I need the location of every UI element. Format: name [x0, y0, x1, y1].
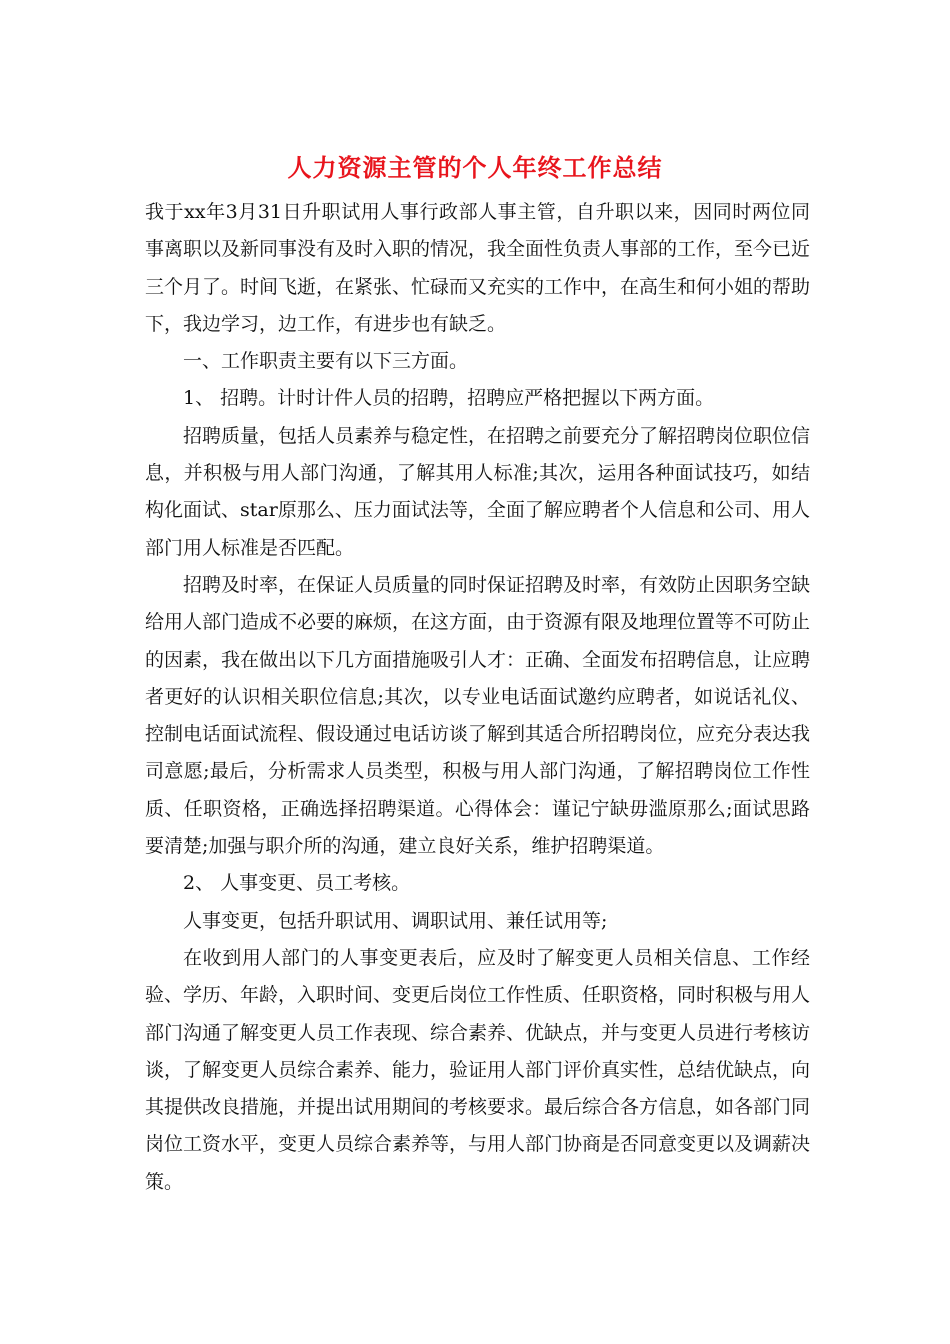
paragraph-section-heading: 一、工作职责主要有以下三方面。: [183, 350, 469, 373]
document-title: 人力资源主管的个人年终工作总结: [287, 153, 663, 182]
paragraph-personnel-change-process: 在收到用人部门的人事变更表后，应及时了解变更人员相关信息、工作经验、学历、年龄，入职时间、变更后岗位工作性质、任职资格，同时积极与用人部门沟通了解变更人员工作表现、综合素养、优缺点，并与变更人员进行考核访谈，了解变更人员综合素养、能力，验证用人部门评价真实性，总结优缺点，向其提供改良措施，并提出试用期间的考核要求。最后综合各方信息，如各部门同岗位工资水平，变更人员综合素养等，与用人部门协商是否同意变更以及调薪决策。: [145, 946, 811, 1193]
document-body: [145, 194, 810, 1201]
paragraph-recruitment-timeliness: 招聘及时率，在保证人员质量的同时保证招聘及时率，有效防止因职务空缺给用人部门造成不必要的麻烦，在这方面，由于资源有限及地理位置等不可防止的因素，我在做出以下几方面措施吸引人才：正确、全面发布招聘信息，让应聘者更好的认识相关职位信息;其次，以专业电话面试邀约应聘者，如说话礼仪、控制电话面试流程、假设通过电话访谈了解到其适合所招聘岗位，应充分表达我司意愿;最后，分析需求人员类型，积极与用人部门沟通，了解招聘岗位工作性质、任职资格，正确选择招聘渠道。心得体会：谨记宁缺毋滥原那么;面试思路要清楚;加强与职介所的沟通，建立良好关系，维护招聘渠道。: [145, 573, 811, 858]
paragraph-intro: 我于xx年3月31日升职试用人事行政部人事主管，自升职以来，因同时两位同事离职以及新同事没有及时入职的情况，我全面性负责人事部的工作，至今已近三个月了。时间飞逝，在紧张、忙碌而又充实的工作中，在高生和何小姐的帮助下，我边学习，边工作，有进步也有缺乏。: [145, 201, 811, 335]
paragraph-personnel-change-types: 人事变更，包括升职试用、调职试用、兼任试用等;: [183, 909, 608, 932]
paragraph-item-personnel-change: 2、 人事变更、员工考核。: [183, 872, 411, 895]
paragraph-item-recruitment: 1、 招聘。计时计件人员的招聘，招聘应严格把握以下两方面。: [183, 387, 715, 410]
paragraph-recruitment-quality: 招聘质量，包括人员素养与稳定性，在招聘之前要充分了解招聘岗位职位信息，并积极与用人部门沟通，了解其用人标准;其次，运用各种面试技巧，如结构化面试、star原那么、压力面试法等，全面了解应聘者个人信息和公司、用人部门用人标准是否匹配。: [145, 424, 811, 559]
